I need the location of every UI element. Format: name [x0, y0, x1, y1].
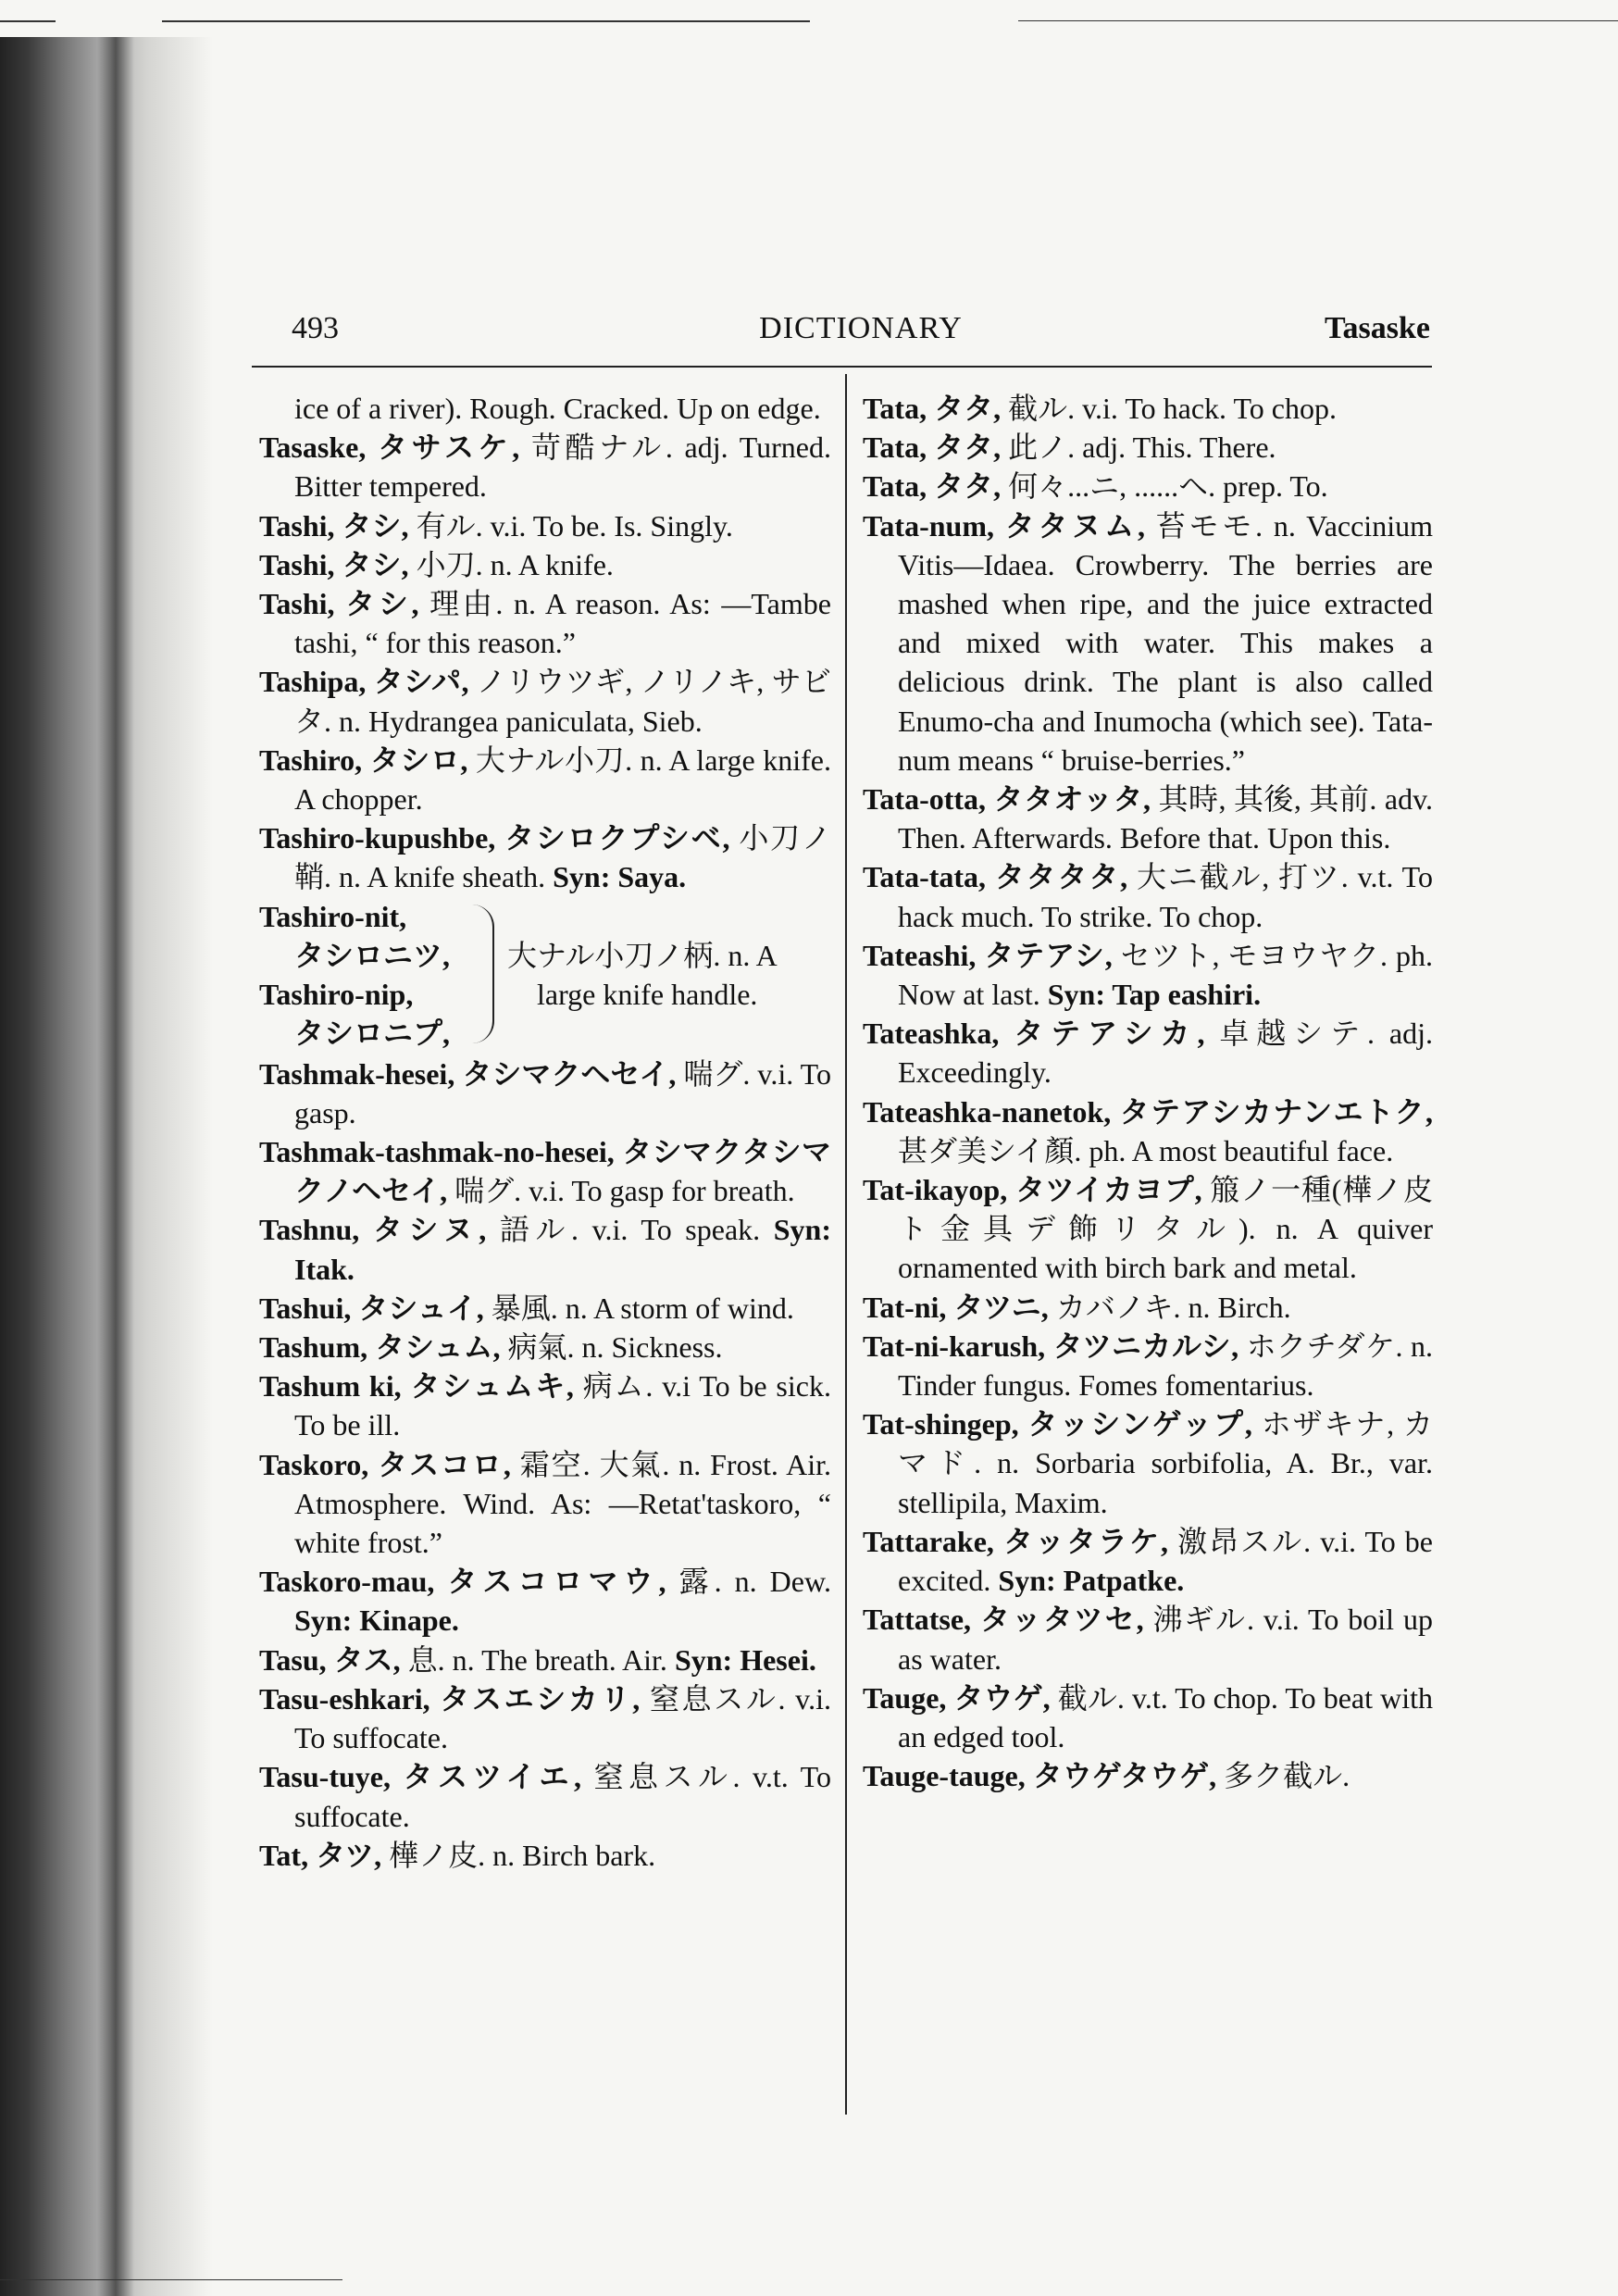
dictionary-entry	[259, 818, 831, 896]
dictionary-entry	[863, 1522, 1433, 1600]
dictionary-entry	[259, 506, 831, 545]
dictionary-entry	[863, 1404, 1433, 1522]
dictionary-entry	[259, 1132, 831, 1210]
definition: ice of a river). Rough. Cracked. Up on edge.	[294, 392, 821, 425]
headword: Tashiro-nip,	[259, 977, 414, 1011]
headword: Tat-shingep, タッシンゲップ,	[863, 1407, 1252, 1441]
definition: 苔モモ. n. Vaccinium Vitis—Idaea. Crowberry. The berries are mashed when ripe, and the juice extracted and mixed with water. This makes a delicious drink. The plant is also called Enumo-cha and Inumocha (which see). Tata-num means “ bruise-berries.”	[898, 508, 1433, 777]
dictionary-entry	[863, 506, 1433, 780]
synonym: Syn: Itak.	[294, 1213, 831, 1286]
definition: 小刀ノ鞘. n. A knife sheath.	[294, 821, 831, 894]
headword: Tashi, タシ,	[259, 508, 409, 543]
definition: ホザキナ, カマド. n. Sorbaria sorbifolia, A. Br., var. stellipila, Maxim.	[898, 1407, 1433, 1519]
headword: Tata, タタ,	[863, 392, 1002, 425]
headword: Tasu, タス,	[259, 1642, 401, 1677]
dictionary-entry	[259, 584, 831, 662]
headword: Tata-otta, タタオッタ,	[863, 782, 1151, 817]
definition: 暴風. n. A storm of wind.	[483, 1291, 794, 1325]
definition: 卓越シテ. adj. Exceedingly.	[898, 1017, 1433, 1090]
headword: Tashiro-nit,	[259, 899, 407, 933]
definition: 多ク截ル.	[1216, 1759, 1350, 1793]
definition: 沸ギル. v.i. To boil up as water.	[898, 1603, 1433, 1676]
dictionary-entry	[259, 1328, 831, 1366]
definition: 理由. n. A reason. As: —Tambe tashi, “ for this reason.”	[294, 587, 831, 660]
dictionary-entry	[863, 467, 1433, 505]
headword: Tashnu, タシヌ,	[259, 1213, 487, 1247]
definition: 苛酷ナル. adj. Turned. Bitter tempered.	[294, 430, 831, 504]
dictionary-entry	[259, 741, 831, 818]
dictionary-entry	[863, 1288, 1433, 1327]
definition: 小刀. n. A knife.	[408, 547, 614, 581]
dictionary-entry	[259, 428, 831, 505]
binding-shadow-core	[97, 37, 134, 2296]
headword: Taskoro-mau, タスコロマウ,	[259, 1565, 666, 1599]
definition: 大ナル小刀. n. A large knife. A chopper.	[294, 742, 831, 817]
left-column	[259, 389, 831, 1875]
headword: Tashi, タシ,	[259, 547, 409, 581]
headword: Tata-tata, タタタタ,	[863, 860, 1128, 894]
dictionary-entry	[259, 545, 831, 584]
dictionary-entry	[863, 936, 1433, 1014]
header-rule	[252, 366, 1432, 368]
headword: Tashipa, タシパ,	[259, 665, 469, 699]
headword: Tauge-tauge, タウゲタウゲ,	[863, 1759, 1217, 1793]
dictionary-entry	[863, 389, 1433, 428]
scan-edge-line	[1018, 20, 1618, 21]
headword: Tat-ikayop, タツイカヨプ,	[863, 1173, 1202, 1207]
dictionary-entry	[863, 1327, 1433, 1404]
column-divider	[845, 374, 847, 2115]
dictionary-entry	[863, 1678, 1433, 1756]
synonym: Syn: Patpatke.	[998, 1564, 1185, 1598]
headword: Tashum ki, タシュムキ,	[259, 1369, 574, 1404]
definition: 何々...ニ, ......ヘ. prep. To.	[1001, 469, 1328, 504]
definition: ノリウツギ, ノリノキ, サビタ. n. Hydrangea paniculata, Sieb.	[294, 665, 832, 738]
synonym: Syn: Tap eashiri.	[1047, 978, 1262, 1012]
definition: カバノキ. n. Birch.	[1048, 1290, 1291, 1324]
headword: Tashi, タシ,	[259, 587, 419, 621]
dictionary-entry	[259, 1366, 831, 1444]
definition: large knife handle.	[537, 977, 758, 1011]
headword: Tashiro-kupushbe, タシロクプシベ,	[259, 821, 730, 855]
definition: 其時, 其後, 其前. adv. Then. Afterwards. Before that. Upon this.	[898, 782, 1433, 855]
definition: 激昂スル. v.i. To be excited.	[898, 1524, 1433, 1598]
dictionary-entry	[863, 1600, 1433, 1678]
scan-edge-line	[0, 20, 56, 22]
running-title: DICTIONARY	[759, 311, 963, 345]
headword: Tasu-eshkari, タスエシカリ,	[259, 1681, 641, 1716]
definition: 窒息スル. v.t. To suffocate.	[294, 1760, 831, 1833]
headword: Tashiro, タシロ,	[259, 742, 468, 777]
headword: Tateashka, タテアシカ,	[863, 1017, 1205, 1051]
definition: 息. n. The breath. Air.	[400, 1642, 675, 1677]
dictionary-entry	[259, 389, 831, 428]
dictionary-entry	[863, 1756, 1433, 1795]
headword: Tattatse, タッタツセ,	[863, 1603, 1144, 1637]
headword: Tasu-tuye, タスツイエ,	[259, 1760, 582, 1794]
synonym: Syn: Kinape.	[294, 1603, 459, 1638]
headword: Tat, タツ,	[259, 1838, 382, 1872]
dictionary-entry	[259, 1641, 831, 1679]
headword: Tauge, タウゲ,	[863, 1680, 1051, 1715]
dictionary-entry	[259, 1562, 831, 1640]
headword: Tashmak-tashmak-no-hesei, タシマクタシマクノヘセイ,	[259, 1135, 831, 1208]
headword: Tateashi, タテアシ,	[863, 938, 1113, 972]
definition: 大ナル小刀ノ柄. n. A	[507, 938, 778, 972]
entry-tashiro-nit-nip	[259, 897, 831, 1054]
definition: 樺ノ皮. n. Birch bark.	[381, 1838, 656, 1872]
dictionary-entry	[259, 1289, 831, 1328]
synonym: Syn: Hesei.	[674, 1642, 816, 1677]
headword: Tashui, タシュイ,	[259, 1291, 484, 1325]
headword: Tata-num, タタヌム,	[863, 508, 1145, 543]
scan-edge-line	[0, 2279, 342, 2280]
definition: 此ノ. adj. This. There.	[1001, 430, 1276, 465]
definition: 喘グ. v.i. To gasp for breath.	[447, 1174, 795, 1208]
definition: セツト, モヨウヤク. ph. Now at last.	[898, 938, 1433, 1012]
definition: ホクチダケ. n. Tinder fungus. Fomes fomentarius.	[898, 1329, 1433, 1403]
definition: 截ル. v.t. To chop. To beat with an edged tool.	[898, 1680, 1433, 1753]
right-column	[863, 389, 1433, 1795]
dictionary-entry	[259, 1679, 831, 1757]
headword: Tat-ni-karush, タツニカルシ,	[863, 1329, 1239, 1363]
page-number: 493	[292, 311, 339, 345]
dictionary-entry	[259, 1836, 831, 1875]
headword: Tasaske, タサスケ,	[259, 430, 520, 465]
dictionary-entry	[259, 1445, 831, 1563]
headword: Tashum, タシュム,	[259, 1330, 501, 1365]
definition: 窒息スル. v.i. To suffocate.	[294, 1681, 831, 1755]
definition: 霜空. 大氣. n. Frost. Air. Atmosphere. Wind. As: —Retat'taskoro, “ white frost.”	[294, 1447, 831, 1560]
definition: 喘グ. v.i. To gasp.	[294, 1056, 831, 1129]
dictionary-entry	[259, 1210, 831, 1288]
dictionary-entry	[259, 662, 831, 740]
definition: 露. n. Dew.	[666, 1565, 831, 1599]
definition: 語ル. v.i. To speak.	[486, 1213, 774, 1247]
definition: 甚ダ美シイ顏. ph. A most beautiful face.	[898, 1133, 1394, 1167]
definition: 病ム. v.i To be sick. To be ill.	[294, 1369, 831, 1442]
definition: 大ニ截ル, 打ツ. v.t. To hack much. To strike. To chop.	[898, 860, 1433, 933]
running-header	[292, 311, 1430, 357]
headword: Taskoro, タスコロ,	[259, 1447, 511, 1481]
dictionary-entry	[863, 857, 1433, 935]
scan-edge-line	[162, 20, 810, 22]
headword: Tata, タタ,	[863, 430, 1002, 465]
headword: Tat-ni, タツニ,	[863, 1290, 1049, 1324]
dictionary-entry	[863, 1170, 1433, 1288]
headword-kana: タシロニツ,	[294, 938, 451, 972]
dictionary-entry	[863, 428, 1433, 467]
dictionary-entry	[259, 1757, 831, 1835]
definition: 病氣. n. Sickness.	[500, 1330, 723, 1365]
dictionary-entry	[863, 1014, 1433, 1092]
grouping-brace	[470, 905, 494, 1043]
dictionary-entry	[863, 780, 1433, 857]
headword: Tashmak-hesei, タシマクヘセイ,	[259, 1056, 677, 1091]
headword-kana: タシロニプ,	[294, 1016, 451, 1050]
dictionary-entry	[863, 1092, 1433, 1170]
dictionary-entry	[259, 1054, 831, 1132]
headword: Tattarake, タッタラケ,	[863, 1524, 1169, 1558]
guide-word: Tasaske	[1324, 311, 1430, 345]
headword: Tateashka-nanetok, タテアシカナンエトク,	[863, 1094, 1433, 1129]
definition: 箙ノ一種(樺ノ皮ト金具デ飾リタル). n. A quiver ornamented with birch bark and metal.	[898, 1173, 1433, 1285]
definition: 截ル. v.i. To hack. To chop.	[1001, 392, 1337, 425]
synonym: Syn: Saya.	[553, 860, 687, 894]
headword: Tata, タタ,	[863, 469, 1002, 504]
definition: 有ル. v.i. To be. Is. Singly.	[408, 508, 733, 543]
